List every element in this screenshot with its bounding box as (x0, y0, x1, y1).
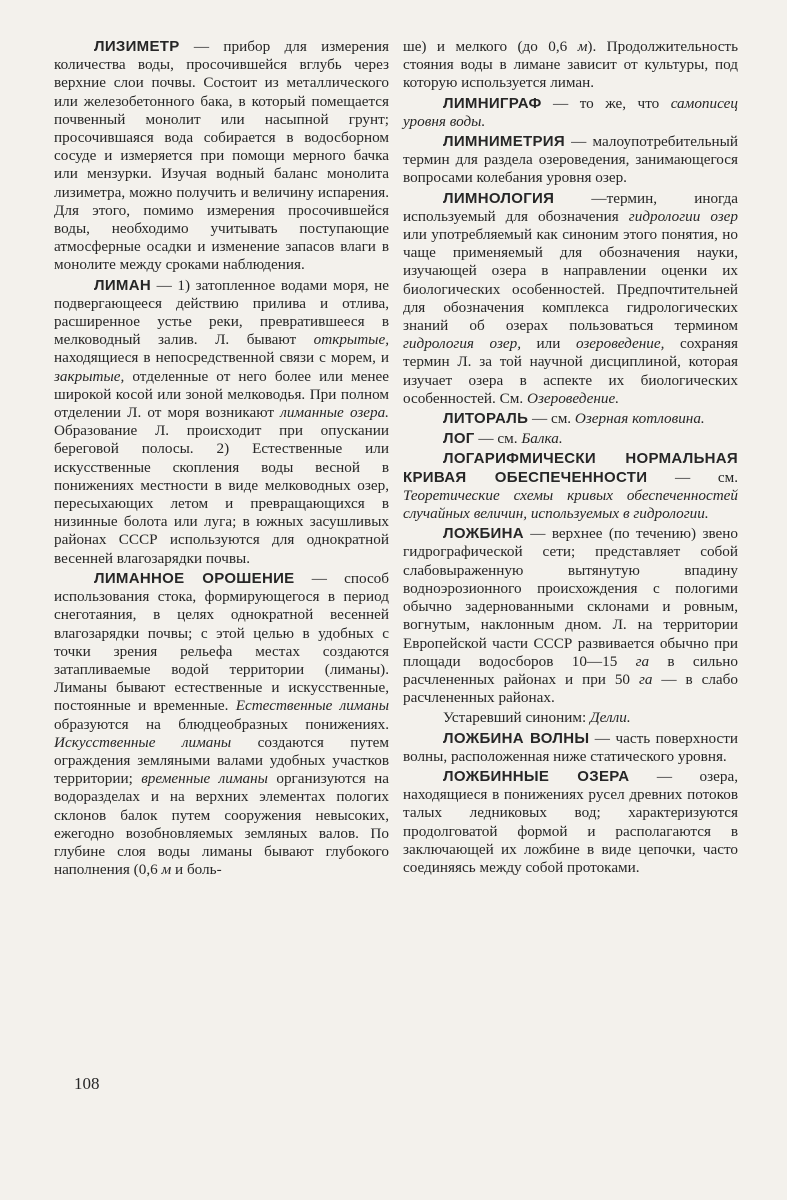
left-column (54, 38, 389, 881)
italic-reference: гидрология озер, (403, 335, 521, 353)
definition-text: — озера, находящиеся в понижениях русел древних потоков талых ледниковых вод; характеризуются продолговатой формой и располагаются в заключающей их ложбине в виде цепочки, часто соединяясь между собой протоками. (403, 767, 738, 876)
dictionary-entry (403, 410, 738, 428)
entry-term: ЛИЗИМЕТР (94, 38, 180, 55)
dictionary-entry (403, 768, 738, 877)
definition-text: ). Продолжительность стояния воды в лимане зависит от культуры, под которую используется лиман. (403, 38, 738, 92)
dictionary-entry (403, 430, 738, 448)
definition-text: — прибор для измерения количества воды, просочившейся вглубь через верхние слои почвы. Состоит из металлического или железобетонного бака, в который помещается почвенный монолит или насыпной грунт; просочившаяся вода собирается в водосборном сосуде и измеряется при помощи мерного бачка или мензурки. Изучая водный баланс монолита лизиметра, можно получить и величину испарения. Для этого, помимо измерения просочившейся воды, необходимо учитывать поступающие атмосферные осадки и изменение запасов влаги в монолите между сроками наблюдения. (54, 38, 389, 274)
dictionary-entry (403, 730, 738, 766)
italic-reference: Искусственные лиманы (54, 733, 232, 751)
dictionary-entry (54, 38, 389, 275)
italic-reference: Естественные лиманы (235, 697, 389, 715)
right-column (403, 38, 738, 879)
italic-reference: Балка. (521, 430, 563, 448)
page-number: 108 (74, 1074, 100, 1093)
definition-text: — 1) затопленное водами моря, не подвергающееся действию прилива и отлива, расширенное устье реки, превратившееся в мелководный залив. Л. бывают (54, 276, 389, 349)
entry-term: ЛИМАННОЕ ОРОШЕНИЕ (94, 569, 295, 587)
definition-text: — способ использования стока, формирующегося в период снеготаяния, в целях однократной весенней влагозарядки почвы; с этой целью в удобных с точки зрения рельефа местах создаются затапливаемые водой территории (лиманы). Лиманы бывают естественные и искусственные, постоянные и временные. (54, 569, 390, 715)
entry-term: ЛОЖБИНА ВОЛНЫ (443, 729, 590, 747)
definition-text: — см. (528, 410, 575, 428)
italic-reference: закрытые, (54, 367, 125, 385)
definition-text: — см. (647, 468, 738, 486)
definition-text: или употребляемый как синоним этого понятия, но чаще применяемый для обозначения науки, изучающей озера в направлении оценки их биологических особенностей. Предпочтительней для обозначения комплекса гидрологических знаний об озерах пользоваться термином (403, 226, 738, 335)
dictionary-entry (403, 38, 738, 93)
definition-text: создаются путем ограждения земляными валами удобных участков территории; (54, 733, 389, 788)
definition-text: организуются на водоразделах и на верхних элементах пологих склонов балок путем сооружения невысоких, ежегодно возобновляемых земляных валов. По глубине слоя воды лиманы бывают глубокого наполнения (0,6 (54, 770, 390, 879)
definition-text: — верхнее (по течению) звено гидрографической сети; представляет собой слабовыраженную вытянутую впадину водноэрозионного происхождения с пологими обычно задернованными склонами и ровным, вогнутым, наклонным дном. Л. на территории Европейской части СССР развивается обычно при площади водосборов 10—15 (403, 525, 738, 670)
dictionary-entry (403, 709, 738, 727)
entry-term: ЛОЖБИНА (443, 525, 524, 543)
definition-text: —термин, иногда используемый для обозначения (403, 189, 738, 225)
dictionary-entry (403, 190, 738, 408)
definition-text: — то же, что (541, 94, 671, 112)
dictionary-entry (54, 570, 389, 879)
italic-reference: самописец уровня воды. (403, 94, 738, 130)
entry-term: ЛОЖБИННЫЕ ОЗЕРА (443, 767, 630, 785)
entry-term: ЛИТОРАЛЬ (443, 410, 529, 428)
definition-text: и боль- (171, 861, 222, 879)
definition-text: ше) и мелкого (до 0,6 (403, 38, 578, 55)
entry-term: ЛОГАРИФМИЧЕСКИ НОРМАЛЬНАЯ КРИВАЯ ОБЕСПЕЧЕННОСТИ (403, 450, 738, 486)
italic-reference: Озероведение. (526, 389, 620, 407)
definition-text: — малоупотребительный термин для раздела озероведения, занимающегося вопросами колебания уровня озер. (403, 133, 738, 187)
entry-term: ЛОГ (443, 430, 475, 448)
definition-text: образуются на блюдцеобразных понижениях. (54, 715, 389, 733)
definition-text: Устаревший синоним: (443, 709, 590, 727)
italic-reference: Озерная котловина. (574, 410, 705, 428)
definition-text: — см. (474, 430, 522, 448)
italic-reference: м (577, 38, 588, 55)
definition-text: отделенные от него более или менее широкой косой или зоной мелководья. При полном отделении Л. от моря возникают (54, 367, 389, 422)
dictionary-entry (403, 525, 738, 707)
italic-reference: Теоретические схемы кривых обеспеченностей случайных величин, используемых в гидрологии. (403, 486, 738, 523)
definition-text: — часть поверхности волны, расположенная ниже статического уровня. (403, 729, 738, 765)
definition-text: в сильно расчлененных районах и при 50 (403, 652, 738, 688)
entry-term: ЛИМНИМЕТРИЯ (443, 133, 565, 151)
entry-term: ЛИМНОЛОГИЯ (443, 189, 555, 207)
italic-reference: открытые, (313, 331, 389, 349)
italic-reference: м (161, 861, 172, 879)
italic-reference: озероведение, (575, 335, 665, 353)
entry-term: ЛИМАН (94, 276, 151, 294)
italic-reference: временные лиманы (141, 770, 268, 788)
italic-reference: гидрологии озер (628, 207, 738, 225)
definition-text: или (521, 335, 576, 353)
definition-text: Образование Л. происходит при опускании береговой полосы. 2) Естественные или искусственные скопления воды весной в понижениях местности в виде мелководных озер, пересыхающих летом и превращающихся в низинные болота или луга; в южных засушливых районах СССР используются для однократной весенней влагозарядки почвы. (54, 422, 389, 567)
definition-text: сохраняя термин Л. за той научной дисциплиной, которая изучает озера в аспекте их биологических особенностей. См. (403, 335, 738, 407)
definition-text: — в слабо расчлененных районах. (403, 670, 738, 707)
dictionary-entry (403, 133, 738, 188)
italic-reference: Делли. (589, 709, 631, 727)
italic-reference: га (638, 670, 653, 688)
italic-reference: га (635, 652, 650, 670)
dictionary-entry (54, 277, 389, 568)
dictionary-entry (403, 450, 738, 523)
entry-term: ЛИМНИГРАФ (443, 94, 542, 112)
dictionary-entry (403, 95, 738, 131)
definition-text: находящиеся в непосредственной связи с морем, и (54, 349, 389, 367)
italic-reference: лиманные озера. (280, 404, 389, 422)
